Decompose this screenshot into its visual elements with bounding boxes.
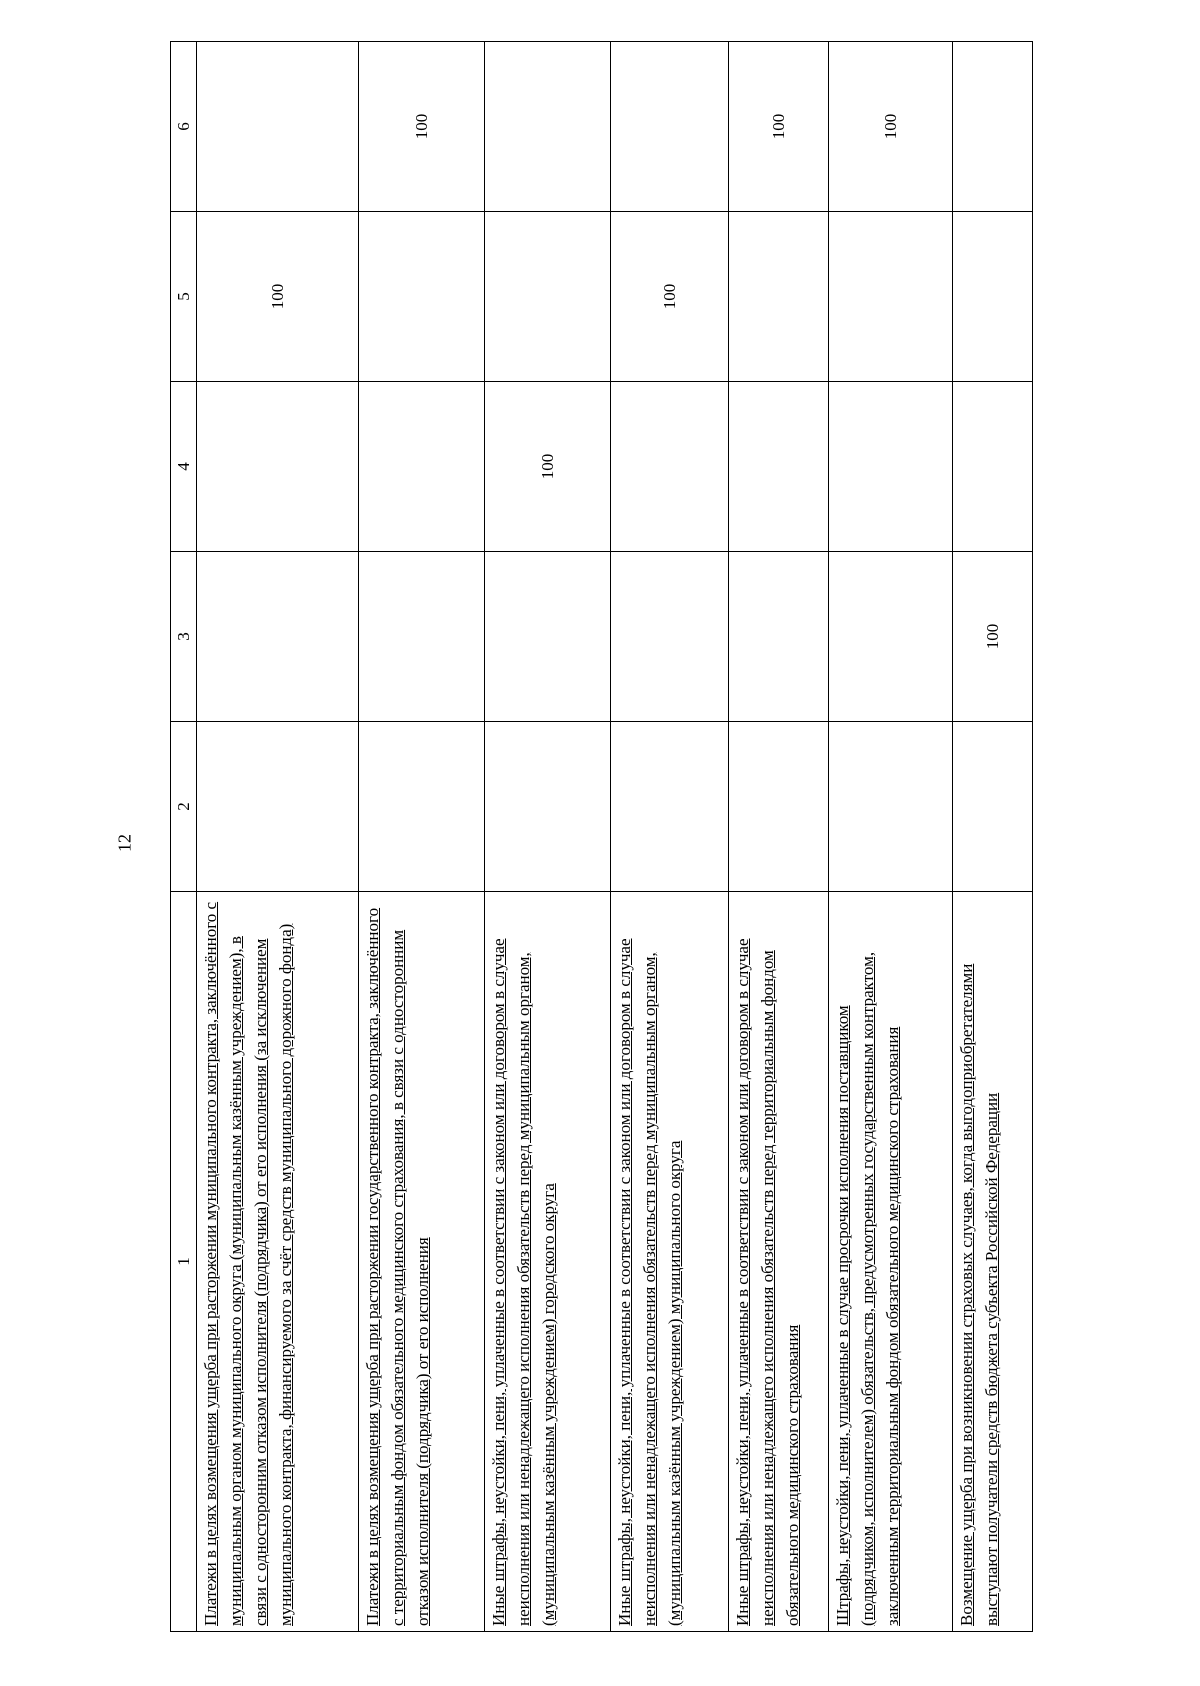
row-value-col5 [829,212,953,382]
row-value-col3 [829,552,953,722]
row-value-col2 [953,722,1033,892]
row-value-col2 [729,722,829,892]
column-header-4: 4 [171,382,197,552]
column-header-2: 2 [171,722,197,892]
row-description: Платежи в целях возмещения ущерба при расторжении государственного контракта, заключённого с территориальным фондом обязательного медицинского страхования, в связи с односторонним отказом исполнителя (подрядчика) от его исполнения [359,892,485,1632]
table-row [197,42,359,1632]
table-row [953,42,1033,1632]
row-value-col4 [359,382,485,552]
row-description: Иные штрафы, неустойки, пени, уплаченные в соответствии с законом или договором в случае неисполнения или ненадлежащего исполнения обязательств перед муниципальным органом, (муниципальным казённым учреждением) городского округа [485,892,611,1632]
table-row [359,42,485,1632]
row-description: Платежи в целях возмещения ущерба при расторжении муниципального контракта, заключённого с муниципальным органом муниципального округа (муниципальным казённым учреждением), в связи с односторонним отказом исполнителя (подрядчика) от его исполнения (за исключением муниципального контракта, финансируемого за счёт средств муниципального дорожного фонда) [197,892,359,1632]
row-value-col2 [197,722,359,892]
row-value-col6: 100 [359,42,485,212]
table-header-row [171,42,197,1632]
row-value-col6 [485,42,611,212]
row-value-col3: 100 [953,552,1033,722]
column-header-3: 3 [171,552,197,722]
page-number: 12 [114,834,135,852]
row-value-col5 [485,212,611,382]
column-header-1: 1 [171,892,197,1632]
row-value-col2 [829,722,953,892]
row-description: Возмещение ущерба при возникновении страховых случаев, когда выгодоприобретателями выступают получатели средств бюджета субъекта Российской Федерации [953,892,1033,1632]
table-row [729,42,829,1632]
column-header-5: 5 [171,212,197,382]
row-value-col4 [953,382,1033,552]
row-value-col5: 100 [611,212,729,382]
row-value-col6 [611,42,729,212]
row-value-col6 [197,42,359,212]
row-value-col4 [729,382,829,552]
revenue-distribution-table [170,41,1033,1632]
row-value-col5: 100 [197,212,359,382]
table-container [170,42,1030,1632]
row-description: Штрафы, неустойки, пени, уплаченные в случае просрочки исполнения поставщиком (подрядчиком, исполнителем) обязательств, предусмотренных государственным контрактом, заключенным территориальным фондом обязательного медицинского страхования [829,892,953,1632]
row-value-col2 [611,722,729,892]
row-description: Иные штрафы, неустойки, пени, уплаченные в соответствии с законом или договором в случае неисполнения или ненадлежащего исполнения обязательств перед территориальным фондом обязательного медицинского страхования [729,892,829,1632]
column-header-6: 6 [171,42,197,212]
row-value-col4 [829,382,953,552]
row-value-col4 [197,382,359,552]
row-value-col3 [485,552,611,722]
table-row [611,42,729,1632]
row-value-col3 [197,552,359,722]
row-value-col5 [953,212,1033,382]
row-value-col5 [359,212,485,382]
row-value-col3 [359,552,485,722]
row-value-col6: 100 [829,42,953,212]
row-value-col3 [611,552,729,722]
row-value-col4: 100 [485,382,611,552]
row-description: Иные штрафы, неустойки, пени, уплаченные в соответствии с законом или договором в случае неисполнения или ненадлежащего исполнения обязательств перед муниципальным органом, (муниципальным казённым учреждением) муниципального округа [611,892,729,1632]
table-row [829,42,953,1632]
row-value-col4 [611,382,729,552]
row-value-col3 [729,552,829,722]
row-value-col6 [953,42,1033,212]
table-row [485,42,611,1632]
row-value-col5 [729,212,829,382]
row-value-col2 [485,722,611,892]
row-value-col2 [359,722,485,892]
row-value-col6: 100 [729,42,829,212]
